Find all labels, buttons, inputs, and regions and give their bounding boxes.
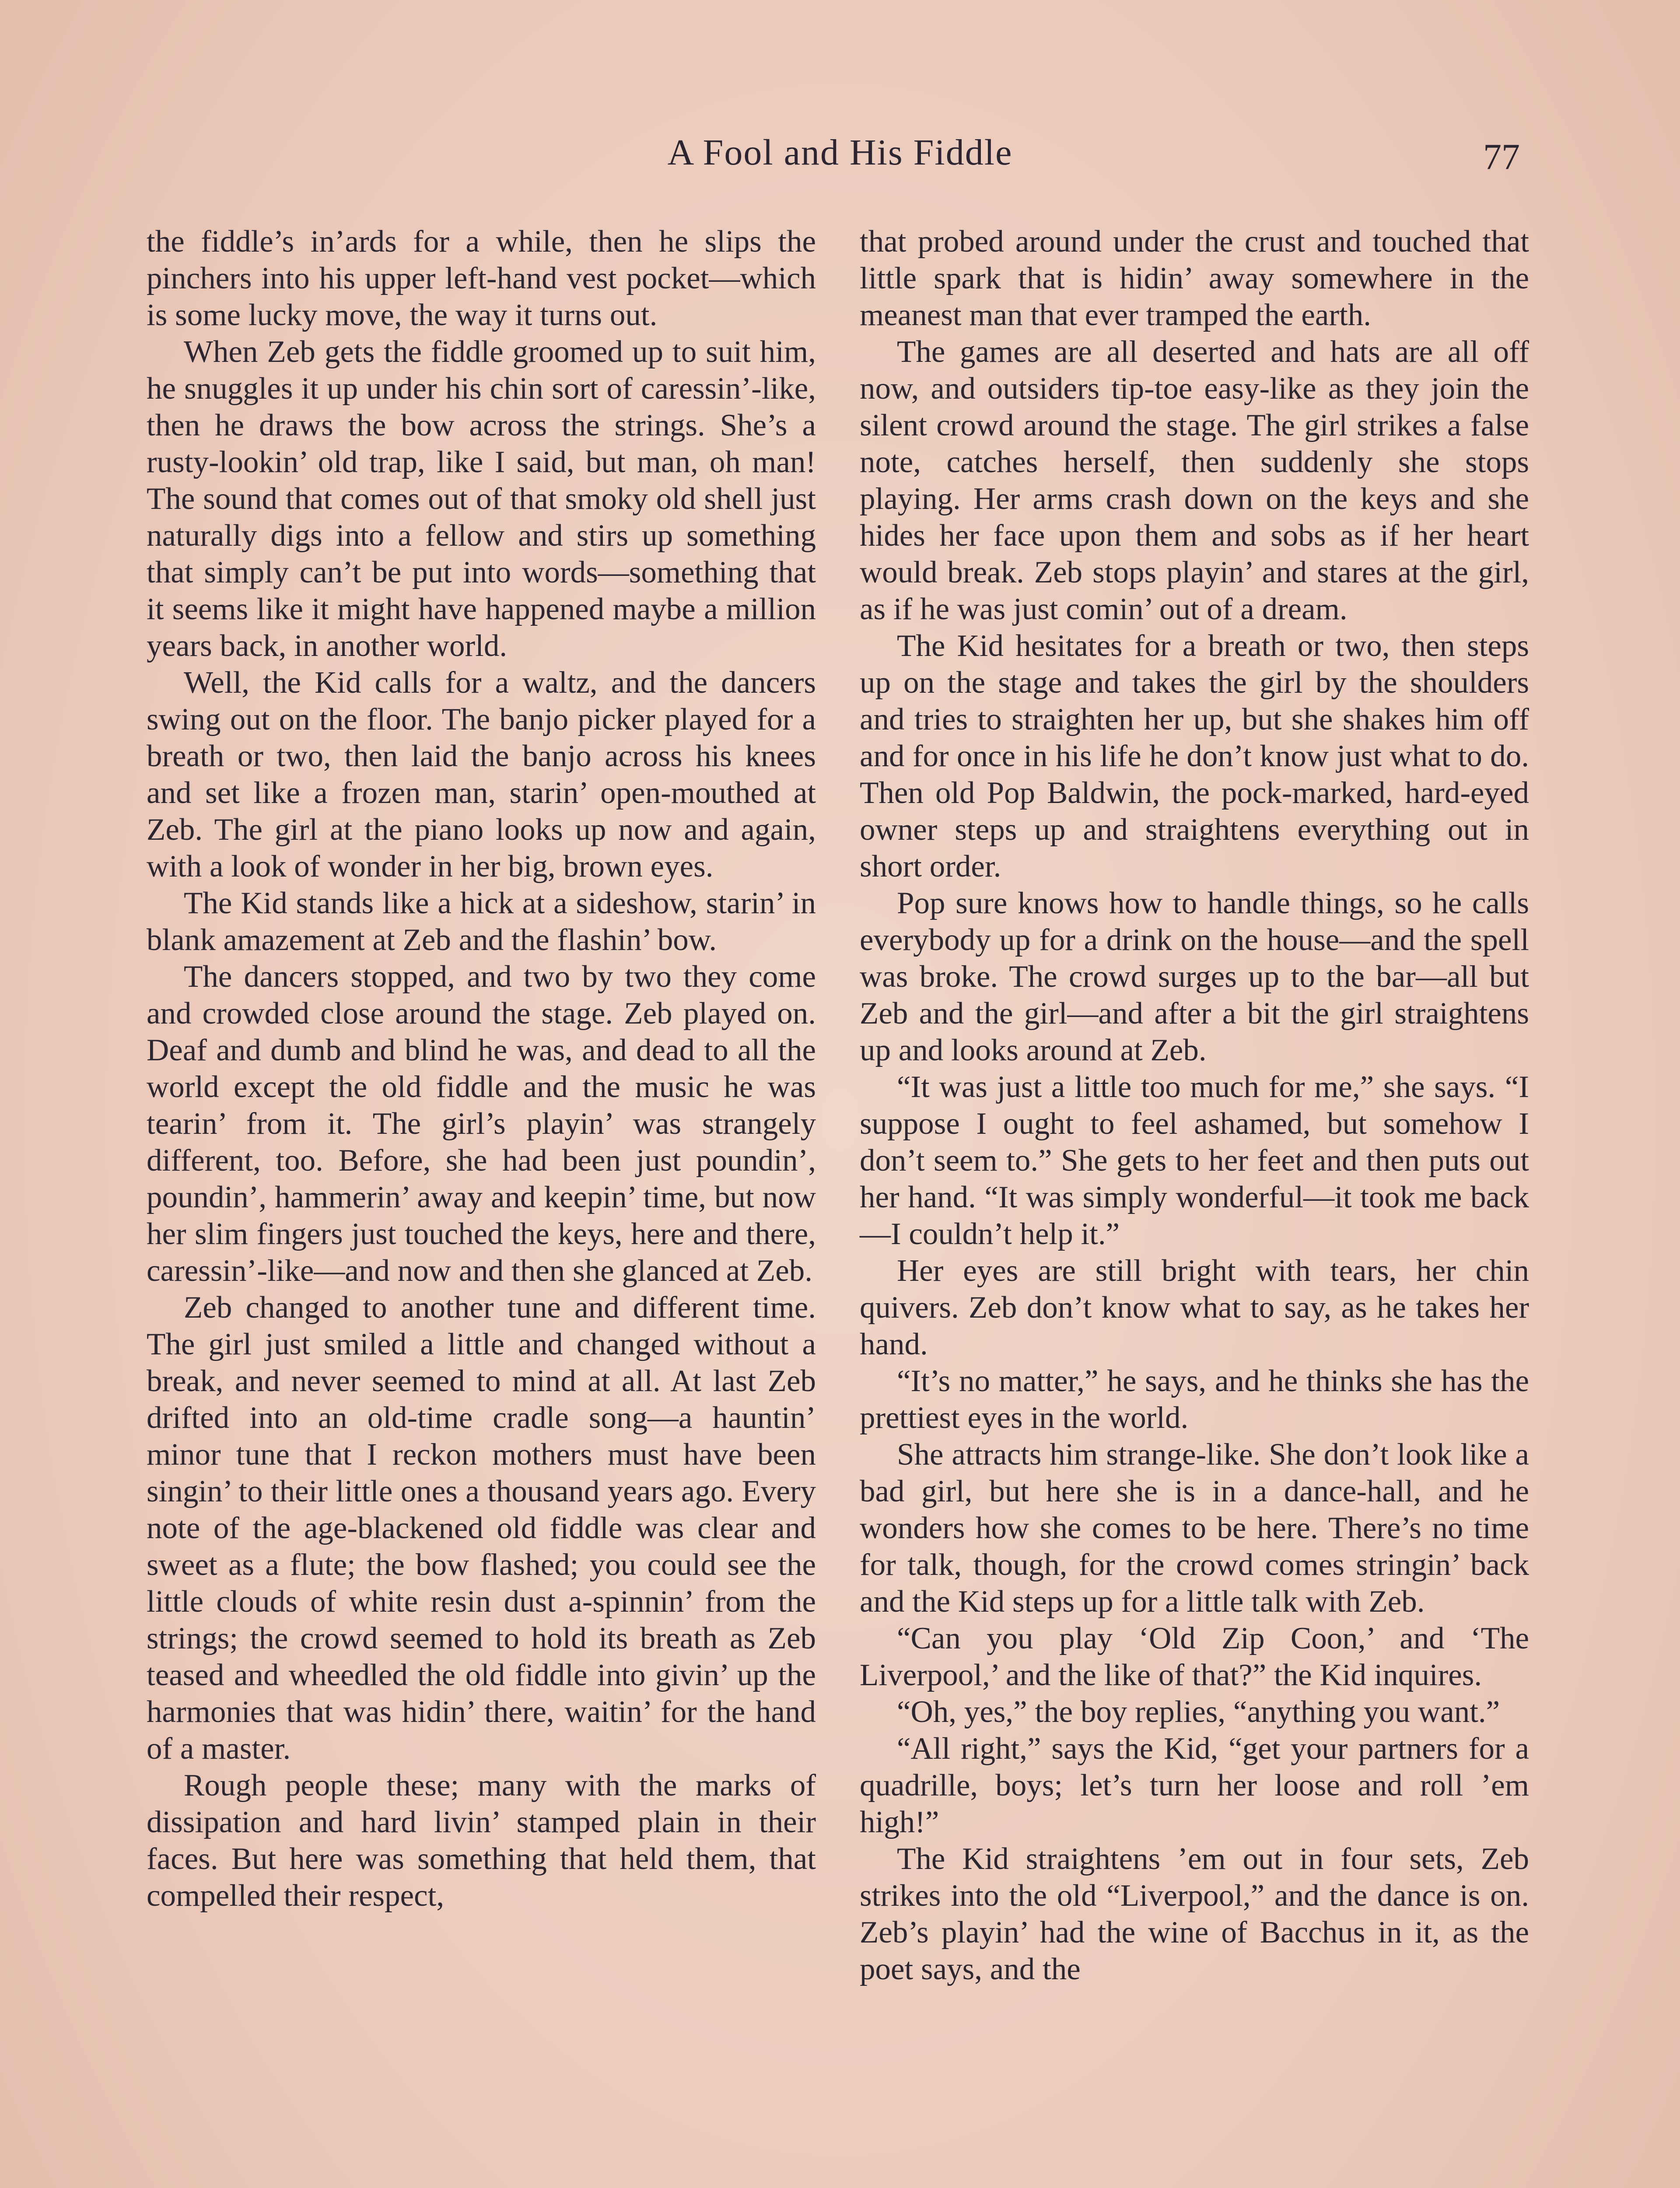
paragraph: Rough people these; many with the marks of dissipation and hard livin’ stamped plain in their faces. But here was something that held them, that compelled their respect, [147,1768,816,1913]
paragraph: The Kid straightens ’em out in four sets, Zeb strikes into the old “Liverpool,” and the dance is on. Zeb’s playin’ had the wine of Bacchus in it, as the poet says, and the [860,1842,1529,1986]
paragraph: When Zeb gets the fiddle groomed up to suit him, he snuggles it up under his chin sort of caressin’-like, then he draws the bow across the strings. She’s a rusty-lookin’ old trap, like I said, but man, oh man! The sound that comes out of that smoky old shell just naturally digs into a fellow and stirs up something that simply can’t be put into words—something that it seems like it might have happened maybe a million years back, in another world. [147,335,816,663]
paragraph: “All right,” says the Kid, “get your partners for a quadrille, boys; let’s turn her loose and roll ’em high!” [860,1732,1529,1839]
paragraph: the fiddle’s in’ards for a while, then he slips the pinchers into his upper left-hand vest pocket—which is some lucky move, the way it turns out. [147,224,816,332]
running-title: A Fool and His Fiddle [667,132,1013,173]
page-number: 77 [1483,137,1520,177]
paragraph: The dancers stopped, and two by two they come and crowded close around the stage. Zeb played on. Deaf and dumb and blind he was, and dead to all the world except the old fiddle and the music he was tearin’ from it. The girl’s playin’ was strangely different, too. Before, she had been just poundin’, poundin’, hammerin’ away and keepin’ time, but now her slim fingers just touched the keys, here and there, caressin’-like—and now and then she glanced at Zeb. [147,960,816,1288]
paragraph: that probed around under the crust and touched that little spark that is hidin’ away somewhere in the meanest man that ever tramped the earth. [860,224,1529,332]
paragraph: The Kid hesitates for a breath or two, then steps up on the stage and takes the girl by the shoulders and tries to straighten her up, but she shakes him off and for once in his life he don’t know just what to do. Then old Pop Baldwin, the pock-marked, hard-eyed owner steps up and straightens everything out in short order. [860,629,1529,884]
paragraph: She attracts him strange-like. She don’t look like a bad girl, but here she is in a dance-hall, and he wonders how she comes to be here. There’s no time for talk, though, for the crowd comes stringin’ back and the Kid steps up for a little talk with Zeb. [860,1438,1529,1619]
paragraph: “Can you play ‘Old Zip Coon,’ and ‘The Liverpool,’ and the like of that?” the Kid inquires. [860,1621,1529,1692]
paragraph: Zeb changed to another tune and different time. The girl just smiled a little and changed without a break, and never seemed to mind at all. At last Zeb drifted into an old-time cradle song—a hauntin’ minor tune that I reckon mothers must have been singin’ to their little ones a thousand years ago. Every note of the age-blackened old fiddle was clear and sweet as a flute; the bow flashed; you could see the little clouds of white resin dust a-spinnin’ from the strings; the crowd seemed to hold its breath as Zeb teased and wheedled the old fiddle into givin’ up the harmonies that was hidin’ there, waitin’ for the hand of a master. [147,1290,816,1766]
paragraph: The games are all deserted and hats are all off now, and outsiders tip-toe easy-like as they join the silent crowd around the stage. The girl strikes a false note, catches herself, then suddenly she stops playing. Her arms crash down on the keys and she hides her face upon them and sobs as if her heart would break. Zeb stops playin’ and stares at the girl, as if he was just comin’ out of a dream. [860,335,1529,626]
paragraph: Pop sure knows how to handle things, so he calls everybody up for a drink on the house—and the spell was broke. The crowd surges up to the bar—all but Zeb and the girl—and after a bit the girl straightens up and looks around at Zeb. [860,886,1529,1067]
right-column [860,223,1529,1988]
paragraph: “Oh, yes,” the boy replies, “anything you want.” [897,1695,1500,1729]
paragraph: Her eyes are still bright with tears, her chin quivers. Zeb don’t know what to say, as he takes her hand. [860,1254,1529,1361]
paragraph: “It was just a little too much for me,” she says. “I suppose I ought to feel ashamed, but somehow I don’t seem to.” She gets to her feet and then puts out her hand. “It was simply wonderful—it took me back—I couldn’t help it.” [860,1070,1529,1251]
paragraph: Well, the Kid calls for a waltz, and the dancers swing out on the floor. The banjo picker played for a breath or two, then laid the banjo across his knees and set like a frozen man, starin’ open-mouthed at Zeb. The girl at the piano looks up now and again, with a look of wonder in her big, brown eyes. [147,666,816,884]
paragraph: The Kid stands like a hick at a sideshow, starin’ in blank amazement at Zeb and the flashin’ bow. [147,886,816,957]
paragraph: “It’s no matter,” he says, and he thinks she has the prettiest eyes in the world. [860,1364,1529,1435]
left-column [147,223,816,1914]
